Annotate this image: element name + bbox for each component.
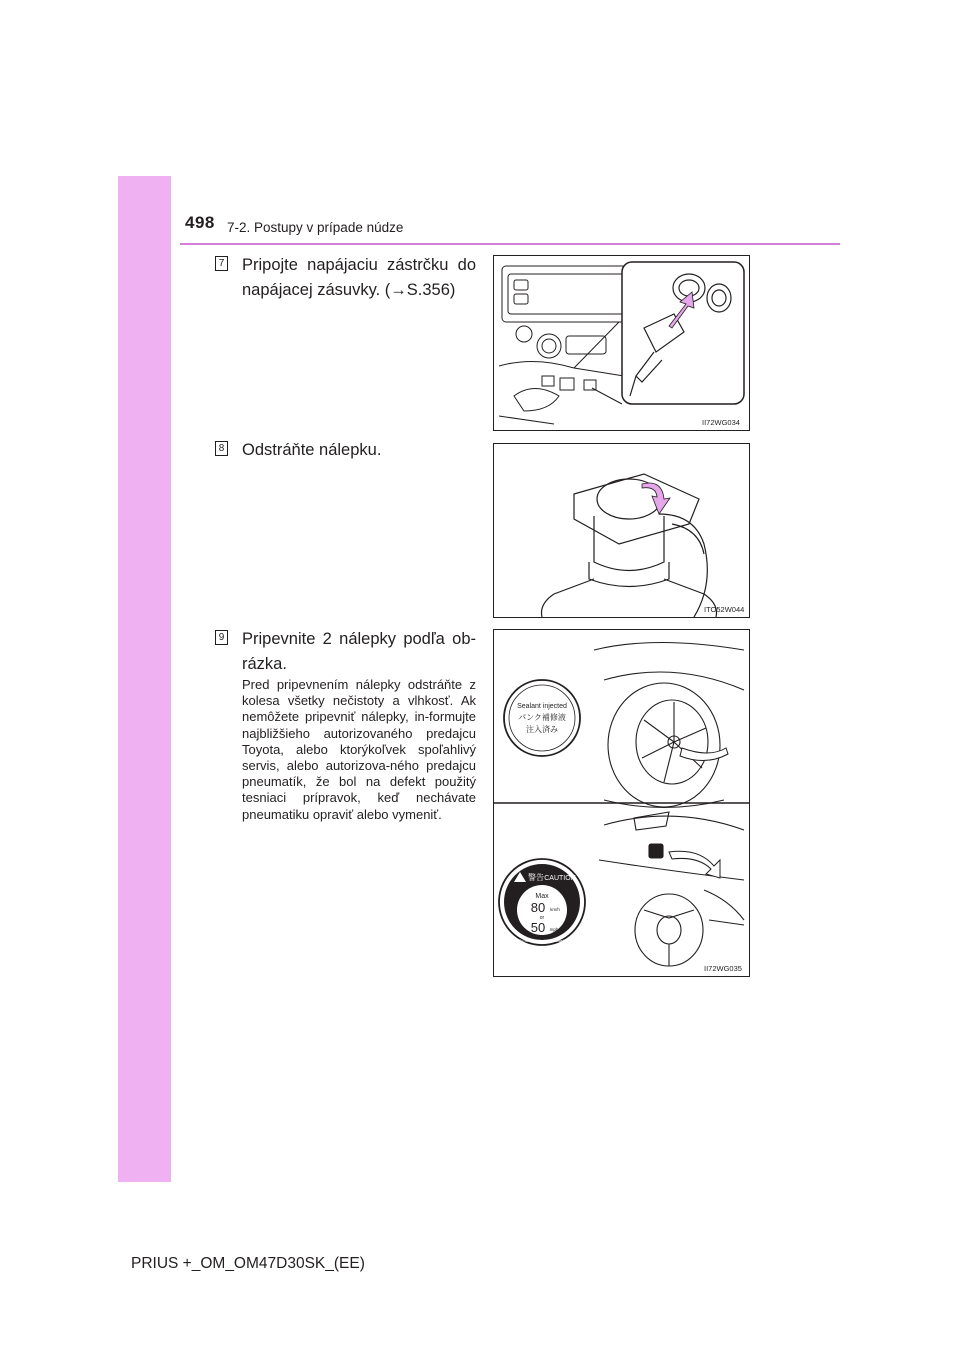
- step-number-7: 7: [215, 256, 228, 271]
- step-number-8: 8: [215, 441, 228, 456]
- footer-document-code: PRIUS +_OM_OM47D30SK_(EE): [131, 1255, 365, 1272]
- page-number: 498: [185, 213, 215, 232]
- svg-text:パンク補修液: パンク補修液: [518, 713, 566, 722]
- svg-text:警告: 警告: [528, 873, 544, 882]
- power-plug-illustration: [494, 256, 749, 430]
- svg-text:or: or: [539, 915, 545, 921]
- step-number-9: 9: [215, 630, 228, 645]
- section-title: 7-2. Postupy v prípade núdze: [227, 220, 404, 235]
- step-9-note: Pred pripevnením nálepky odstráňte z kolesa všetky nečistoty a vlhkosť. Ak nemôžete pripevniť nálepky, in-formujte najbližšieho autorizovaného predajcu Toyota, alebo ktorýkoľvek spoľahlivý servis, alebo autorizova-ného predajcu pneumatík, že bol na defekt použitý tesniaci prípravok, keď nechávate pneumatiku opraviť alebo vymeniť.: [242, 677, 476, 822]
- svg-text:50: 50: [530, 920, 546, 935]
- step-9-text: Pripevnite 2 nálepky podľa ob-rázka.: [242, 630, 476, 673]
- step-8-text: Odstráňte nálepku.: [242, 441, 382, 459]
- caution-sticker-icon: [499, 859, 585, 945]
- step-7-text: Pripojte napájaciu zástrčku do napájacej zásuvky. (→S.356): [242, 256, 476, 299]
- svg-text:Max: Max: [535, 893, 549, 900]
- figure-power-plug: [493, 255, 750, 431]
- figure-sticker-placement: [493, 629, 750, 977]
- svg-text:Sealant injected: Sealant injected: [517, 703, 567, 710]
- figure-id-label: ITO52W044: [704, 605, 745, 614]
- svg-text:Go to a dealer immediately: Go to a dealer immediately: [518, 938, 566, 943]
- figure-id-label: II72WG034: [702, 418, 740, 427]
- sealant-sticker-icon: [504, 680, 580, 756]
- svg-text:注入済み: 注入済み: [526, 725, 558, 734]
- svg-text:mph: mph: [549, 927, 559, 932]
- svg-text:km/h: km/h: [550, 907, 560, 912]
- svg-text:80: 80: [530, 900, 546, 915]
- sticker-removal-illustration: [494, 444, 749, 617]
- chapter-side-tab: [118, 176, 171, 1182]
- figure-sticker-removal: [493, 443, 750, 618]
- sticker-placement-illustration: [494, 630, 749, 976]
- figure-id-label: II72WG035: [704, 964, 742, 973]
- svg-text:CAUTION: CAUTION: [544, 875, 576, 882]
- header-divider: [180, 243, 840, 245]
